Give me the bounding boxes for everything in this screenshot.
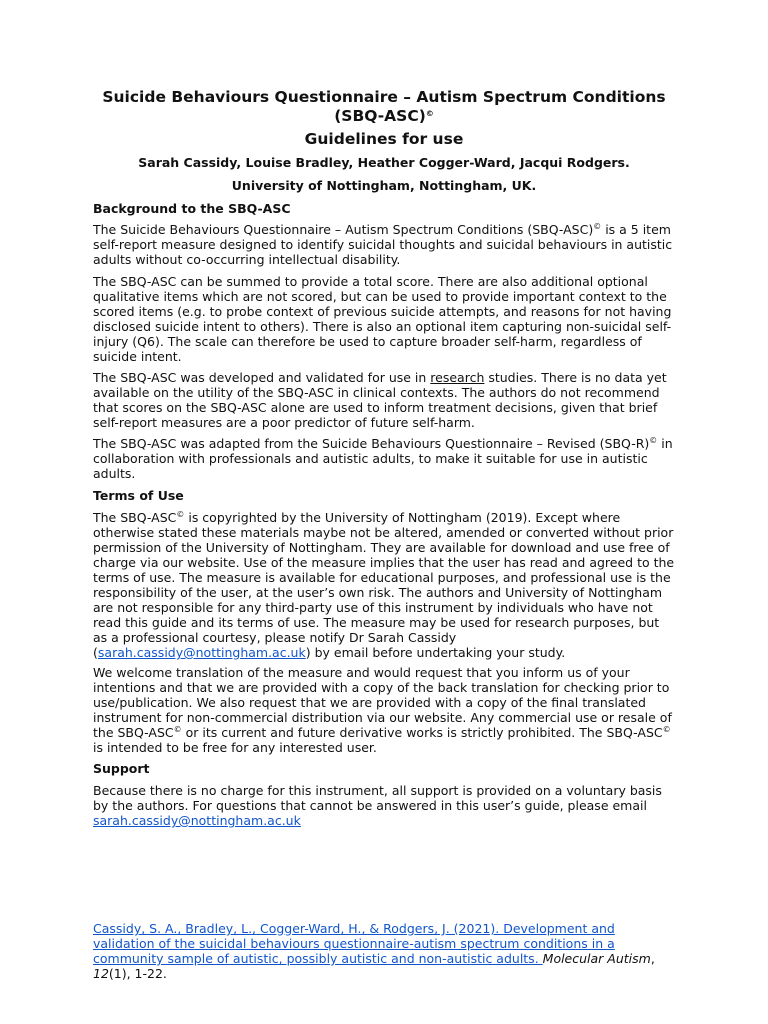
journal-volume: 12 [93,966,109,981]
author-list: Sarah Cassidy, Louise Bradley, Heather Cogger-Ward, Jacqui Rodgers. [138,155,630,170]
copyright-mark: © [662,725,671,734]
section-heading-background: Background to the SBQ-ASC [93,201,291,216]
copyright-mark: © [649,436,658,445]
section-heading-terms: Terms of Use [93,488,184,503]
text-span: Because there is no charge for this instrument, all support is provided on a voluntary basis by the authors. For questions that cannot be answered in this user’s guide, please email [93,783,662,813]
copyright-mark: © [593,222,602,231]
email-link[interactable]: sarah.cassidy@nottingham.ac.uk [97,645,306,660]
section-heading-support: Support [93,761,150,776]
reference-link[interactable]: Cassidy, S. A., Bradley, L., Cogger-Ward, H., & Rodgers, J. (2021). Development and validation of the suicidal behaviours questionnaire-autism spectrum conditions in a community sample of autistic, possibly autistic and non-autistic adults. [93,921,615,966]
text-span: (1), 1-22. [108,966,167,981]
text-span: in collaboration with professionals and autistic adults, to make it suitable for use in autistic adults. [93,436,673,481]
reference-citation [93,921,677,981]
journal-name: Molecular Autism [542,951,651,966]
text-span: The SBQ-ASC [93,510,177,525]
text-span: is intended to be free for any interested user. [93,740,377,755]
background-paragraph-2: The SBQ-ASC can be summed to provide a total score. There are also additional optional qualitative items which are not scored, but can be used to provide important context to the scored items (e.g. to probe context of previous suicide attempts, and reasons for not having disclosed suicide intent to others). There is also an optional item capturing non-suicidal self-injury (Q6). The scale can therefore be used to capture broader self-harm, regardless of suicide intent. [93,274,672,364]
text-span: , [650,951,655,966]
text-span: or its current and future derivative works is strictly prohibited. The SBQ-ASC [181,725,663,740]
text-span: is a 5 item self-report measure designed to identify suicidal thoughts and suicidal behaviours in autistic adults without co-occurring intellectual disability. [93,222,673,267]
text-span: studies. There is no data yet available on the utility of the SBQ-ASC in clinical contexts. The authors do not recommend that scores on the SBQ-ASC alone are used to inform treatment decisions, given that brief self-report measures are a poor predictor of future self-harm. [93,370,667,430]
background-paragraph-3 [93,370,677,430]
text-span: is copyrighted by the University of Nottingham (2019). Except where otherwise stated these materials maybe not be altered, amended or converted without prior permission of the University of Nottingham. They are available for download and use free of charge via our website. Use of the measure implies that the user has read and agreed to the terms of use. The measure is available for educational purposes, and professional use is the responsibility of the user, at the user’s own risk. The authors and University of Nottingham are not responsible for any third-party use of this instrument by individuals who have not read this guide and its terms of use. The measure may be used for research purposes, but as a professional courtesy, please notify Dr Sarah Cassidy ( [93,510,675,660]
affiliation: University of Nottingham, Nottingham, UK. [231,178,537,193]
text-span: The SBQ-ASC was developed and validated for use in [93,370,431,385]
background-paragraph-1 [93,222,677,267]
terms-paragraph-2 [93,665,677,755]
background-paragraph-4 [93,436,677,481]
text-span: The SBQ-ASC was adapted from the Suicide Behaviours Questionnaire – Revised (SBQ-R) [93,436,650,451]
support-paragraph [93,783,677,828]
title-line-1: Suicide Behaviours Questionnaire – Autism Spectrum Conditions [102,88,666,106]
research-link[interactable]: research [430,370,485,385]
support-email-link[interactable]: sarah.cassidy@nottingham.ac.uk [93,813,301,828]
title-line-2: (SBQ-ASC) [334,107,426,125]
document-title [0,88,768,126]
copyright-mark: © [176,510,185,519]
text-span: ) by email before undertaking your study. [305,645,566,660]
copyright-mark: © [173,725,182,734]
copyright-mark: © [425,109,434,118]
terms-paragraph-1 [93,510,677,660]
document-subtitle: Guidelines for use [304,130,464,148]
text-span: We welcome translation of the measure and would request that you inform us of your intentions and that we are provided with a copy of the back translation for checking prior to use/publication. We also request that we are provided with a copy of the final translated instrument for non-commercial distribution via our website. Any commercial use or resale of the SBQ-ASC [93,665,672,740]
text-span: The Suicide Behaviours Questionnaire – Autism Spectrum Conditions (SBQ-ASC) [93,222,594,237]
